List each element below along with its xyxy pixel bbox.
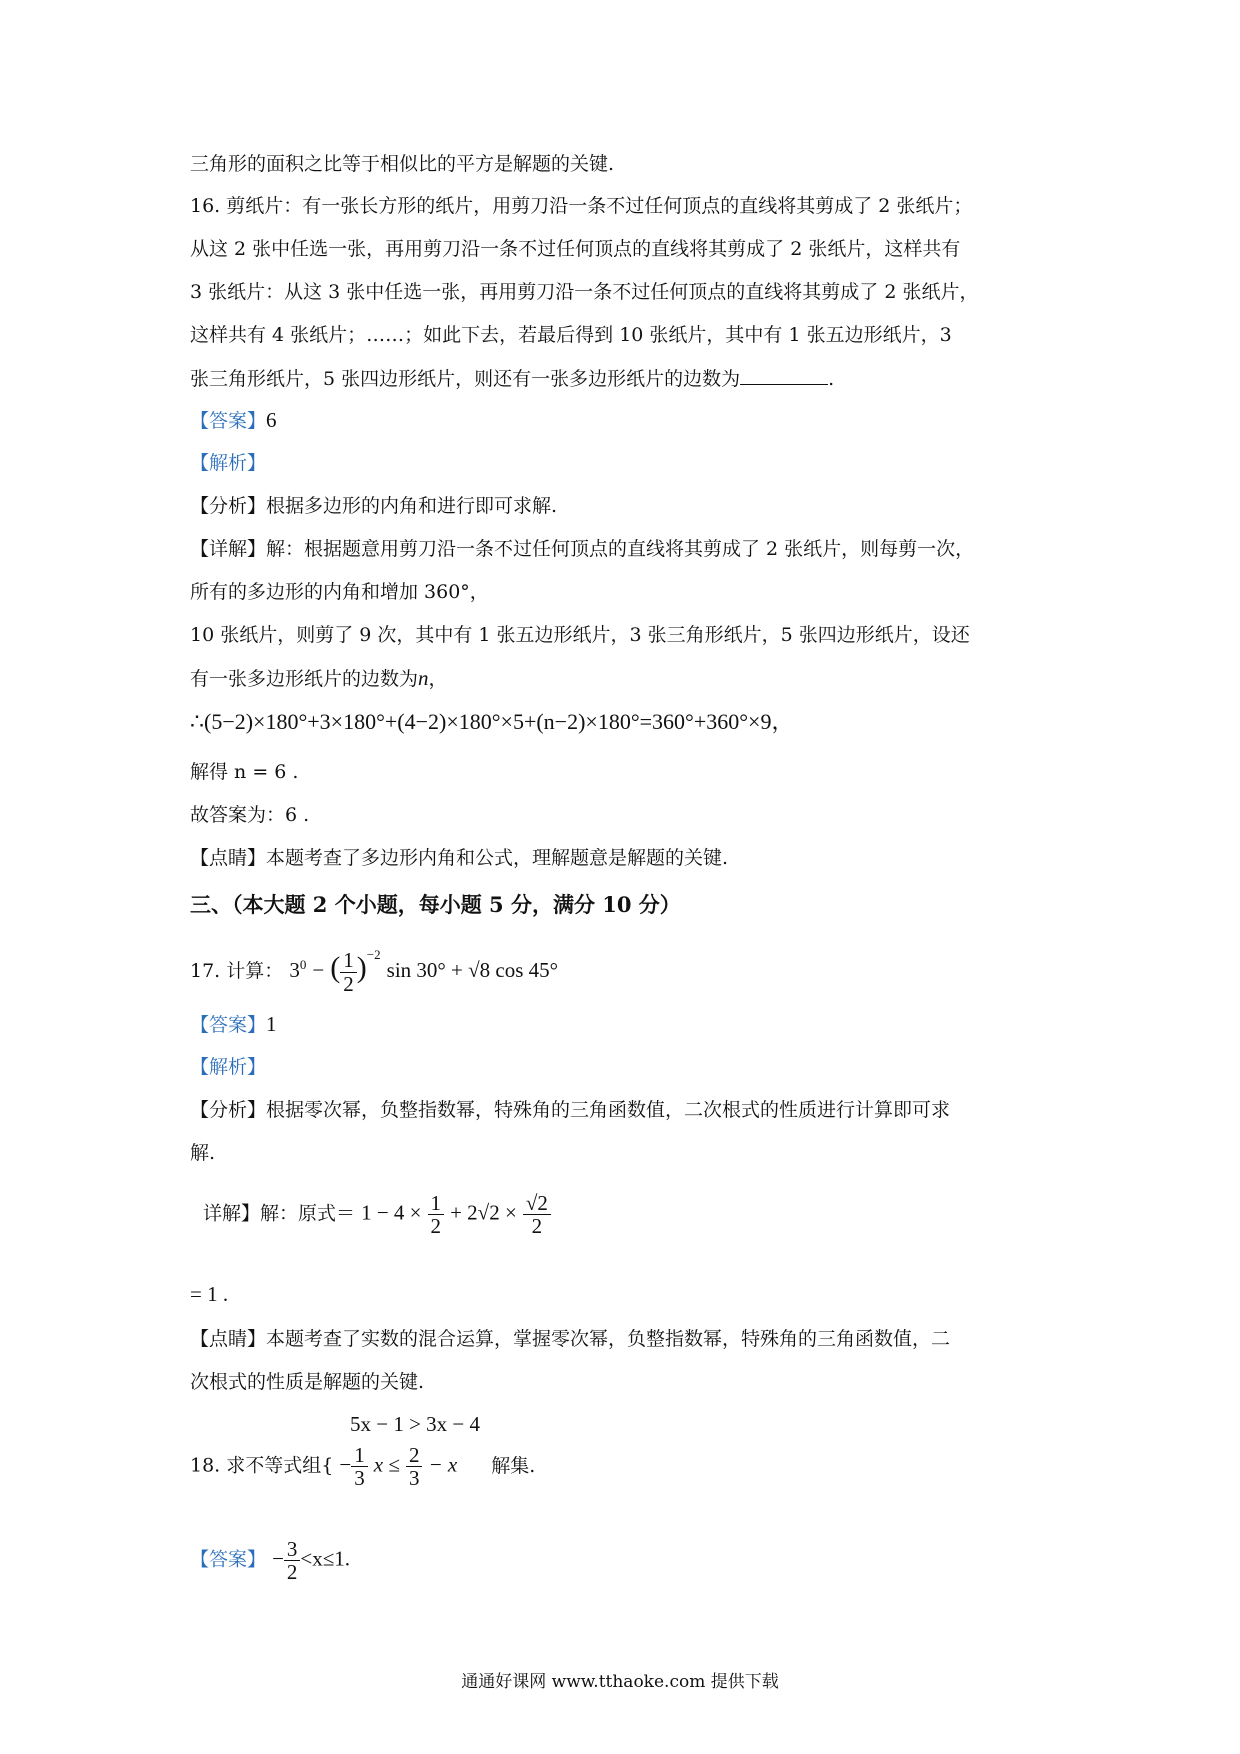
analysis-17-line-2: 解.: [190, 1142, 216, 1164]
solution-17: [203, 1192, 551, 1237]
analysis-17-line-1: 【分析】根据零次幂，负整指数幂，特殊角的三角函数值，二次根式的性质进行计算即可求: [190, 1099, 951, 1121]
variable-n: n: [418, 666, 429, 690]
answer-tag: 【答案】: [190, 410, 267, 432]
solution-17-label: 详解】解：原式＝: [203, 1202, 356, 1225]
denominator: 2: [343, 971, 354, 996]
solution-16-punct: ，: [428, 668, 448, 690]
numerator: √2: [523, 1192, 551, 1215]
analysis-tag: 【解析】: [190, 452, 267, 474]
paren-open: (: [330, 951, 341, 984]
solve-16: 解得 n = 6 .: [190, 761, 299, 783]
solution-16-line-1: 【详解】解：根据题意用剪刀沿一条不过任何顶点的直线将其剪成了 2 张纸片，则每剪一次，: [190, 538, 975, 560]
denominator: 2: [286, 1560, 298, 1585]
answer-16: [190, 408, 277, 433]
equation-16: ∴(5−2)×180°+3×180°+(4−2)×180°×5+(n−2)×180°=360°+360°×9，: [190, 709, 794, 734]
fraction-three-halves: [284, 1538, 301, 1583]
question-16-end: .: [828, 368, 835, 390]
fraction-half: [428, 1192, 445, 1237]
term-base: [289, 958, 306, 982]
question-18: [190, 1444, 535, 1489]
denominator: 2: [430, 1214, 442, 1239]
equation-17: = 1 .: [190, 1282, 229, 1306]
analysis-tag: 【解析】: [190, 1056, 267, 1078]
inequality-1: 5x − 1 > 3x − 4: [350, 1412, 481, 1436]
question-16-line-4: 这样共有 4 张纸片；……；如此下去，若最后得到 10 张纸片，其中有 1 张五边形纸片，3: [190, 324, 952, 346]
base-3: 3: [289, 958, 300, 982]
minus-sign: −: [339, 1452, 352, 1477]
trig-terms: sin 30° + √8 cos 45°: [386, 958, 559, 982]
question-18-tail: 解集.: [491, 1454, 536, 1477]
key-point-16: 【点睛】本题考查了多边形内角和公式，理解题意是解题的关键.: [190, 847, 729, 869]
fraction-half: [340, 949, 357, 994]
expr-part-b: + 2√2 ×: [450, 1200, 517, 1225]
denominator: 3: [408, 1466, 420, 1491]
text-line: 三角形的面积之比等于相似比的平方是解题的关键.: [190, 153, 615, 175]
paren-close: ): [356, 951, 367, 984]
page-footer: 通通好课网 www.tthaoke.com 提供下载: [461, 1672, 779, 1692]
numerator: 3: [284, 1538, 301, 1561]
solution-16-text: 有一张多边形纸片的边数为: [190, 668, 419, 690]
section-heading: 三、（本大题 2 个小题，每小题 5 分，满分 10 分）: [190, 892, 681, 917]
analysis-16: 【分析】根据多边形的内角和进行即可求解.: [190, 495, 558, 517]
answer-value: 1: [266, 1012, 277, 1036]
question-16-text: 张三角形纸片，5 张四边形纸片，则还有一张多边形纸片的边数为: [190, 368, 741, 390]
fraction-one-third: [351, 1444, 368, 1489]
answer-value: 6: [266, 408, 277, 432]
fraction-two-thirds: [406, 1444, 423, 1489]
exponent-neg2: −2: [366, 947, 381, 962]
answer-blank: [740, 366, 828, 385]
answer-tag: 【答案】: [190, 1548, 267, 1571]
question-17-label: 17. 计算：: [190, 960, 284, 982]
answer-range: <x≤1.: [300, 1546, 351, 1571]
solution-16-line-3: 10 张纸片，则剪了 9 次，其中有 1 张五边形纸片，3 张三角形纸片，5 张四边形纸片，设还: [190, 624, 970, 646]
inequality-mid: x ≤: [373, 1452, 400, 1477]
exponent-0: 0: [299, 957, 307, 972]
key-point-17-line-2: 次根式的性质是解题的关键.: [190, 1371, 425, 1393]
key-point-17-line-1: 【点睛】本题考查了实数的混合运算，掌握零次幂，负整指数幂，特殊角的三角函数值，二: [190, 1328, 951, 1350]
question-16-line-2: 从这 2 张中任选一张，再用剪刀沿一条不过任何顶点的直线将其剪成了 2 张纸片，这样共有: [190, 238, 961, 260]
question-17: [190, 940, 558, 995]
fraction-root2-over-2: [523, 1192, 551, 1237]
answer-17: [190, 1012, 277, 1037]
solution-16-line-4: [190, 666, 448, 691]
minus-sign: −: [272, 1546, 284, 1571]
inequality-end: − x: [428, 1452, 458, 1477]
question-16-line-1: 16. 剪纸片：有一张长方形的纸片，用剪刀沿一条不过任何顶点的直线将其剪成了 2 张纸片；: [190, 195, 973, 217]
question-16-line-3: 3 张纸片：从这 3 张中任选一张，再用剪刀沿一条不过任何顶点的直线将其剪成了 2 张纸片，: [190, 281, 979, 303]
numerator: 1: [351, 1444, 368, 1467]
denominator: 3: [354, 1466, 365, 1491]
question-16-line-5: [190, 366, 834, 391]
question-18-label: 18. 求不等式组{: [190, 1454, 334, 1477]
answer-tag: 【答案】: [190, 1014, 267, 1036]
numerator: 1: [340, 949, 357, 972]
expr-part-a: 1 − 4 ×: [361, 1200, 422, 1225]
conclusion-16: 故答案为：6 .: [190, 804, 310, 826]
denominator: 2: [531, 1214, 543, 1239]
numerator: 2: [406, 1444, 423, 1467]
minus-sign: −: [312, 958, 325, 982]
numerator: 1: [428, 1192, 445, 1215]
answer-18: [190, 1538, 350, 1583]
solution-16-line-2: 所有的多边形的内角和增加 360°，: [190, 581, 489, 603]
